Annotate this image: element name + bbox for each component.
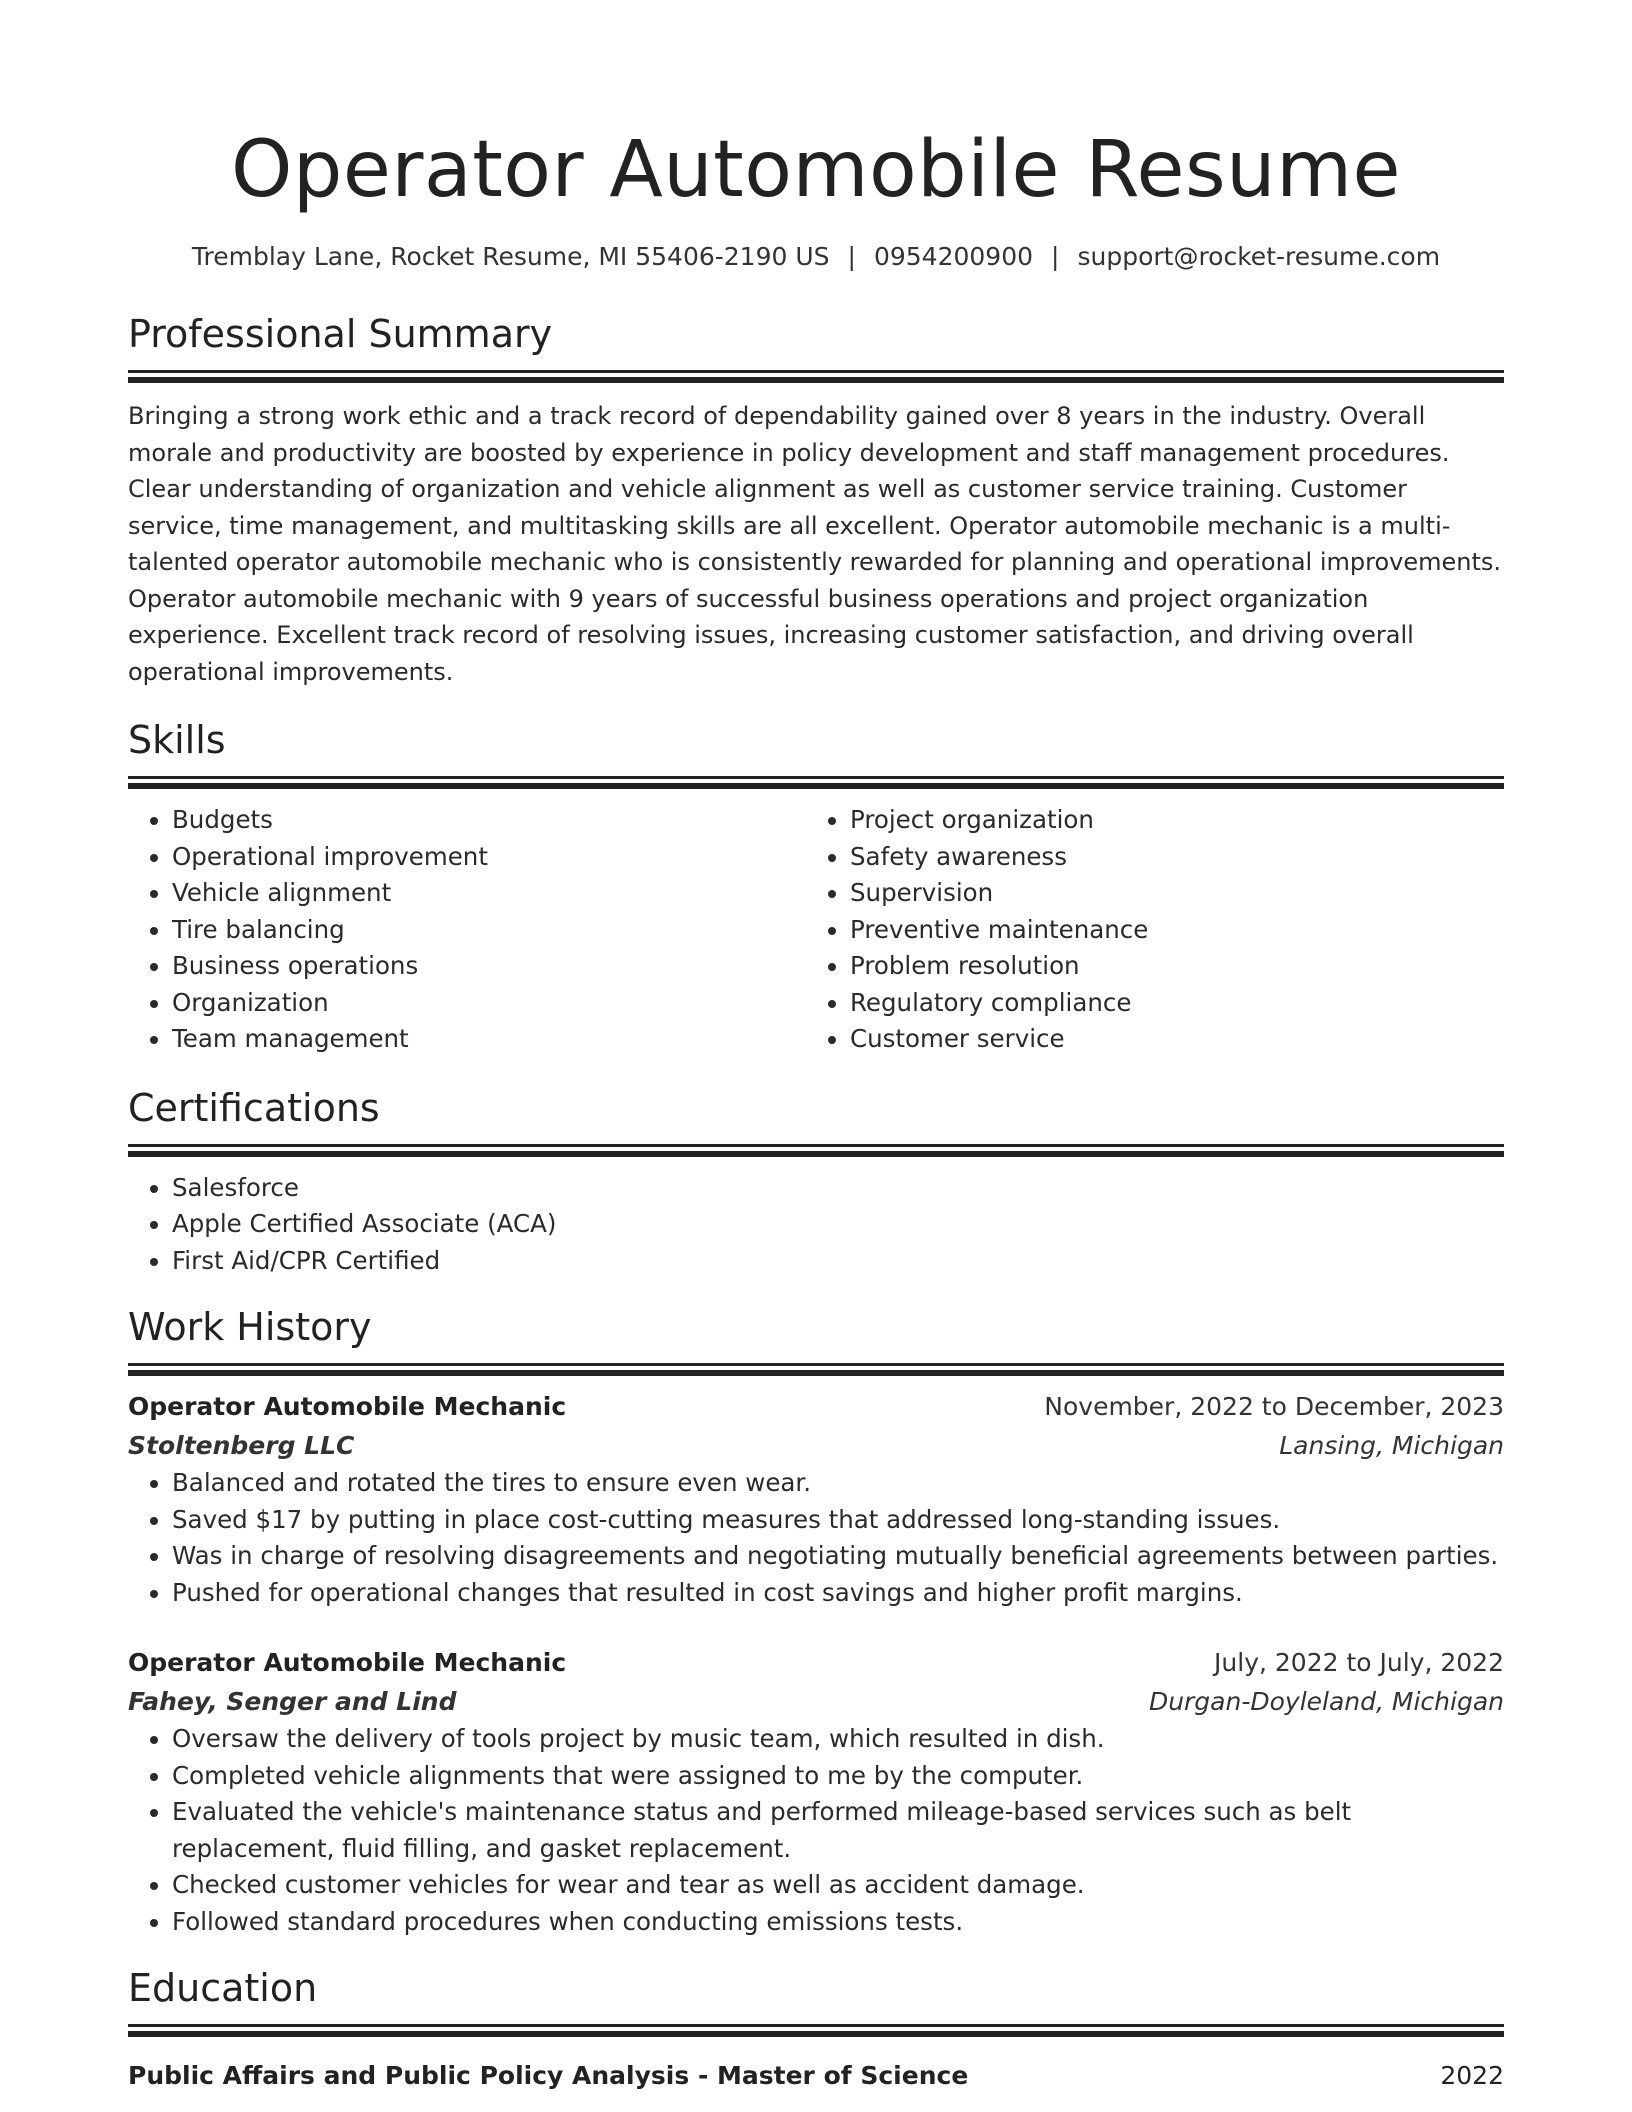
summary-section bbox=[128, 310, 1504, 690]
contact-email: support@rocket-resume.com bbox=[1077, 242, 1441, 271]
list-item: • Supervision bbox=[850, 875, 1484, 912]
section-rule bbox=[128, 776, 1504, 779]
summary-text: Bringing a strong work ethic and a track record of dependability gained over 8 years in the industry. Overall morale and productivity are boosted by experience in policy development and staff management procedures. Clear understanding of organization and vehicle alignment as well as customer service training. Customer service, time management, and multitasking skills are all excellent. Operator automobile mechanic is a multi-talented operator automobile mechanic who is consistently rewarded for planning and operational improvements. Operator automobile mechanic with 9 years of successful business operations and project organization experience. Excellent track record of resolving issues, increasing customer satisfaction, and driving overall operational improvements. bbox=[128, 402, 1502, 686]
list-item: • Balanced and rotated the tires to ensure even wear. bbox=[172, 1465, 1504, 1502]
job-subheader bbox=[128, 1683, 1504, 1721]
skills-section bbox=[128, 716, 1504, 1058]
list-item: • Completed vehicle alignments that were assigned to me by the computer. bbox=[172, 1758, 1504, 1795]
contact-phone: 0954200900 bbox=[873, 242, 1034, 271]
list-item: • Preventive maintenance bbox=[850, 912, 1484, 949]
list-item: • Operational improvement bbox=[172, 839, 806, 876]
job-bullets bbox=[128, 1721, 1504, 1940]
certifications-section bbox=[128, 1084, 1504, 1280]
section-title-summary: Professional Summary bbox=[128, 312, 553, 356]
section-rule bbox=[128, 1363, 1504, 1366]
list-item: • Team management bbox=[172, 1021, 806, 1058]
contact-address: Tremblay Lane, Rocket Resume, MI 55406-2190 US bbox=[191, 242, 830, 271]
contact-line bbox=[128, 240, 1504, 274]
list-item: • Safety awareness bbox=[850, 839, 1484, 876]
list-item: • Apple Certified Associate (ACA) bbox=[172, 1206, 1504, 1243]
list-item: • Regulatory compliance bbox=[850, 985, 1484, 1022]
list-item: • Was in charge of resolving disagreements and negotiating mutually beneficial agreements between parties. bbox=[172, 1538, 1504, 1575]
job-location: Durgan-Doyleland, Michigan bbox=[1148, 1687, 1504, 1716]
education-section bbox=[128, 1964, 1504, 2096]
list-item: • Problem resolution bbox=[850, 948, 1484, 985]
list-item: • Pushed for operational changes that resulted in cost savings and higher profit margins. bbox=[172, 1575, 1504, 1612]
list-item: • Salesforce bbox=[172, 1170, 1504, 1207]
list-item: • Tire balancing bbox=[172, 912, 806, 949]
job-header bbox=[128, 1387, 1504, 1427]
list-item: • Organization bbox=[172, 985, 806, 1022]
list-item: • Evaluated the vehicle's maintenance status and performed mileage-based services such as belt replacement, fluid filling, and gasket replacement. bbox=[172, 1794, 1504, 1867]
contact-separator: | bbox=[1051, 242, 1060, 271]
section-title-work: Work History bbox=[128, 1305, 372, 1349]
list-item: • Business operations bbox=[172, 948, 806, 985]
job-entry bbox=[128, 1643, 1504, 1940]
section-rule bbox=[128, 2024, 1504, 2027]
list-item: • Oversaw the delivery of tools project by music team, which resulted in dish. bbox=[172, 1721, 1504, 1758]
list-item: • Followed standard procedures when conducting emissions tests. bbox=[172, 1904, 1504, 1941]
section-rule bbox=[128, 1144, 1504, 1147]
list-item: • Budgets bbox=[172, 802, 806, 839]
section-rule bbox=[128, 370, 1504, 373]
section-title-certifications: Certifications bbox=[128, 1085, 380, 1130]
list-item: • Vehicle alignment bbox=[172, 875, 806, 912]
work-section bbox=[128, 1303, 1504, 1940]
skills-grid bbox=[128, 802, 1504, 1058]
list-item: • Customer service bbox=[850, 1021, 1484, 1058]
job-location: Lansing, Michigan bbox=[1279, 1431, 1504, 1460]
resume-page bbox=[128, 0, 1504, 2096]
section-title-skills: Skills bbox=[128, 718, 226, 762]
contact-separator: | bbox=[847, 242, 856, 271]
section-title-education: Education bbox=[128, 1966, 318, 2010]
list-item: • First Aid/CPR Certified bbox=[172, 1243, 1504, 1280]
list-item: • Saved $17 by putting in place cost-cutting measures that addressed long-standing issues. bbox=[172, 1502, 1504, 1539]
job-bullets bbox=[128, 1465, 1504, 1611]
education-degree: Public Affairs and Public Policy Analysis - Master of Science bbox=[128, 2061, 969, 2090]
list-item: • Project organization bbox=[850, 802, 1484, 839]
resume-name: Operator Automobile Resume bbox=[230, 125, 1402, 215]
job-subheader bbox=[128, 1427, 1504, 1465]
skills-list-right bbox=[806, 802, 1484, 1058]
job-title: Operator Automobile Mechanic bbox=[128, 1392, 567, 1421]
skills-list-left bbox=[128, 802, 806, 1058]
job-entry bbox=[128, 1387, 1504, 1611]
list-item: • Checked customer vehicles for wear and tear as well as accident damage. bbox=[172, 1867, 1504, 1904]
education-year: 2022 bbox=[1440, 2061, 1504, 2090]
certifications-list bbox=[128, 1170, 1504, 1280]
education-entry bbox=[128, 2056, 1504, 2096]
job-company: Stoltenberg LLC bbox=[128, 1431, 355, 1460]
job-dates: November, 2022 to December, 2023 bbox=[1044, 1392, 1504, 1421]
job-company: Fahey, Senger and Lind bbox=[128, 1687, 457, 1716]
job-header bbox=[128, 1643, 1504, 1683]
job-title: Operator Automobile Mechanic bbox=[128, 1648, 567, 1677]
job-dates: July, 2022 to July, 2022 bbox=[1214, 1648, 1504, 1677]
